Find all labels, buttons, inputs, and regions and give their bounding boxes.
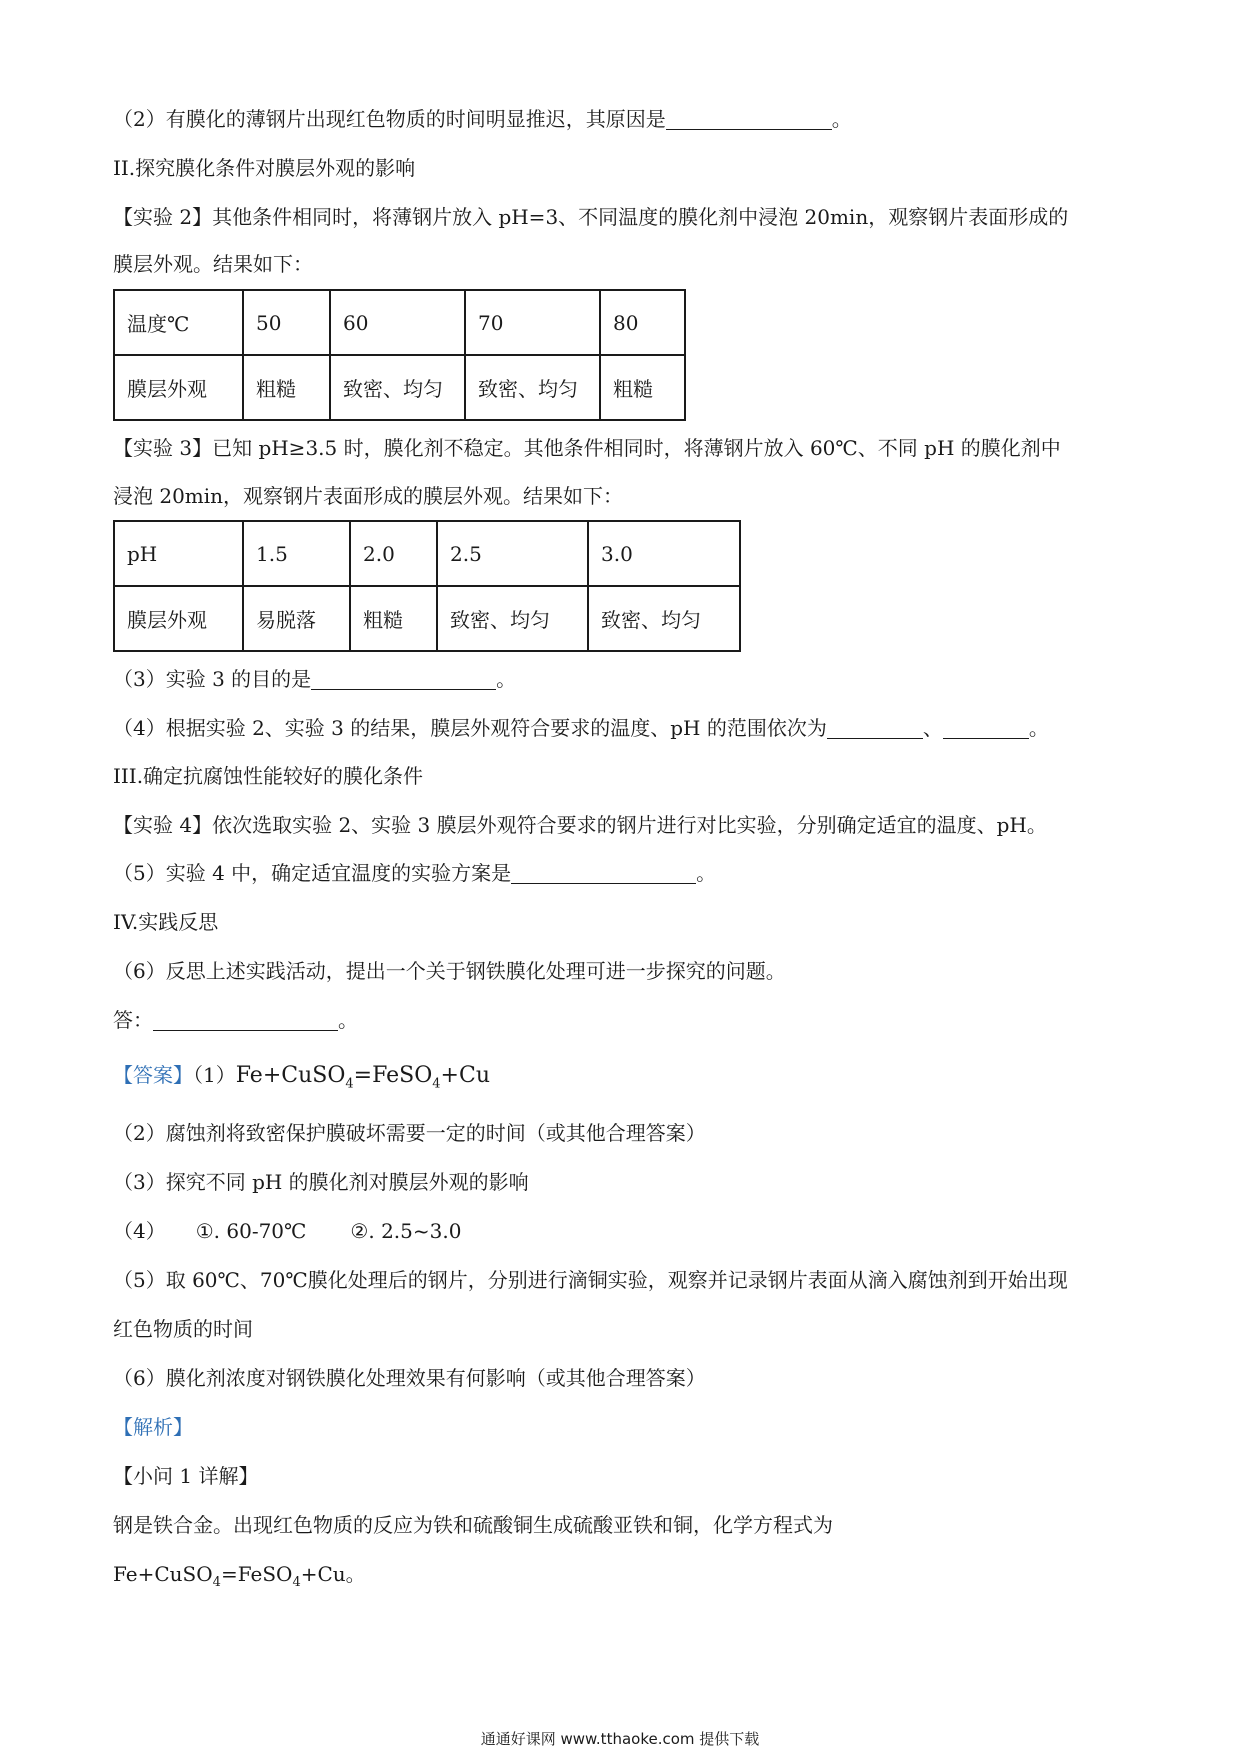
section-heading-2: II.探究膜化条件对膜层外观的影响 [113,156,416,180]
table-row [114,586,740,651]
answer-blank [153,1008,338,1031]
answer-blank [827,716,923,739]
table-cell: 易脱落 [243,586,350,651]
answer-5-cont: 红色物质的时间 [113,1317,253,1341]
answer-blank [311,667,496,690]
answer-blank [511,861,696,884]
table-experiment-3 [113,520,741,652]
answer-2: （2）腐蚀剂将致密保护膜破坏需要一定的时间（或其他合理答案） [113,1121,706,1145]
table-cell: 2.0 [350,521,437,586]
question-5: （5）实验 4 中，确定适宜温度的实验方案是 。 [113,861,717,885]
answer-blank [666,107,832,130]
question-6: （6）反思上述实践活动，提出一个关于钢铁膜化处理可进一步探究的问题。 [113,959,786,983]
table-cell: 温度℃ [114,290,243,355]
table-cell: 2.5 [437,521,588,586]
experiment-3-text-cont: 浸泡 20min，观察钢片表面形成的膜层外观。结果如下： [113,484,624,508]
table-row [114,355,685,420]
table-cell: 70 [465,290,600,355]
answer-3: （3）探究不同 pH 的膜化剂对膜层外观的影响 [113,1170,529,1194]
answer-tag: 【答案】 [113,1063,193,1087]
experiment-2-text-cont: 膜层外观。结果如下： [113,252,313,276]
table-cell: 致密、均匀 [465,355,600,420]
answer-4: （4） ①. 60-70℃ ②. 2.5~3.0 [113,1219,462,1243]
table-cell: 3.0 [588,521,740,586]
experiment-3-text: 【实验 3】已知 pH≥3.5 时，膜化剂不稳定。其他条件相同时，将薄钢片放入 60℃、不同 pH 的膜化剂中 [113,436,1061,460]
analysis-text: 钢是铁合金。出现红色物质的反应为铁和硫酸铜生成硫酸亚铁和铜，化学方程式为 [113,1513,833,1537]
table-cell: 粗糙 [600,355,685,420]
question-3: （3）实验 3 的目的是 。 [113,667,517,691]
table-experiment-2 [113,289,686,421]
table-cell: 粗糙 [243,355,330,420]
question-2: （2）有膜化的薄钢片出现红色物质的时间明显推迟，其原因是 。 [113,107,852,131]
section-heading-4: IV.实践反思 [113,910,219,934]
table-cell: pH [114,521,243,586]
answer-prompt: 答： 。 [113,1008,358,1032]
experiment-2-text: 【实验 2】其他条件相同时，将薄钢片放入 pH=3、不同温度的膜化剂中浸泡 20min，观察钢片表面形成的 [113,205,1069,229]
table-cell: 致密、均匀 [330,355,465,420]
page-footer: 通通好课网 www.tthaoke.com 提供下载 [480,1730,760,1748]
table-cell: 50 [243,290,330,355]
table-row [114,290,685,355]
section-heading-3: III.确定抗腐蚀性能较好的膜化条件 [113,764,424,788]
table-cell: 致密、均匀 [437,586,588,651]
table-cell: 粗糙 [350,586,437,651]
table-cell: 膜层外观 [114,586,243,651]
table-cell: 80 [600,290,685,355]
table-cell: 致密、均匀 [588,586,740,651]
analysis-equation: Fe+CuSO$_4$=FeSO$_4$+Cu。 [113,1562,366,1590]
table-cell: 60 [330,290,465,355]
table-cell: 1.5 [243,521,350,586]
equation: Fe+CuSO$_4$=FeSO$_4$+Cu [235,1063,490,1092]
table-row [114,521,740,586]
experiment-4-text: 【实验 4】依次选取实验 2、实验 3 膜层外观符合要求的钢片进行对比实验，分别确定适宜的温度、pH。 [113,813,1047,837]
sub-question-heading: 【小问 1 详解】 [113,1464,259,1488]
answer-5: （5）取 60℃、70℃膜化处理后的钢片，分别进行滴铜实验，观察并记录钢片表面从滴入腐蚀剂到开始出现 [113,1268,1068,1292]
question-4: （4）根据实验 2、实验 3 的结果，膜层外观符合要求的温度、pH 的范围依次为 、 。 [113,716,1049,740]
answer-6: （6）膜化剂浓度对钢铁膜化处理效果有何影响（或其他合理答案） [113,1366,706,1390]
answer-blank [943,716,1029,739]
answer-1: 【答案】（1）Fe+CuSO$_4$=FeSO$_4$+Cu [113,1063,490,1092]
table-cell: 膜层外观 [114,355,243,420]
analysis-tag: 【解析】 [113,1415,193,1439]
